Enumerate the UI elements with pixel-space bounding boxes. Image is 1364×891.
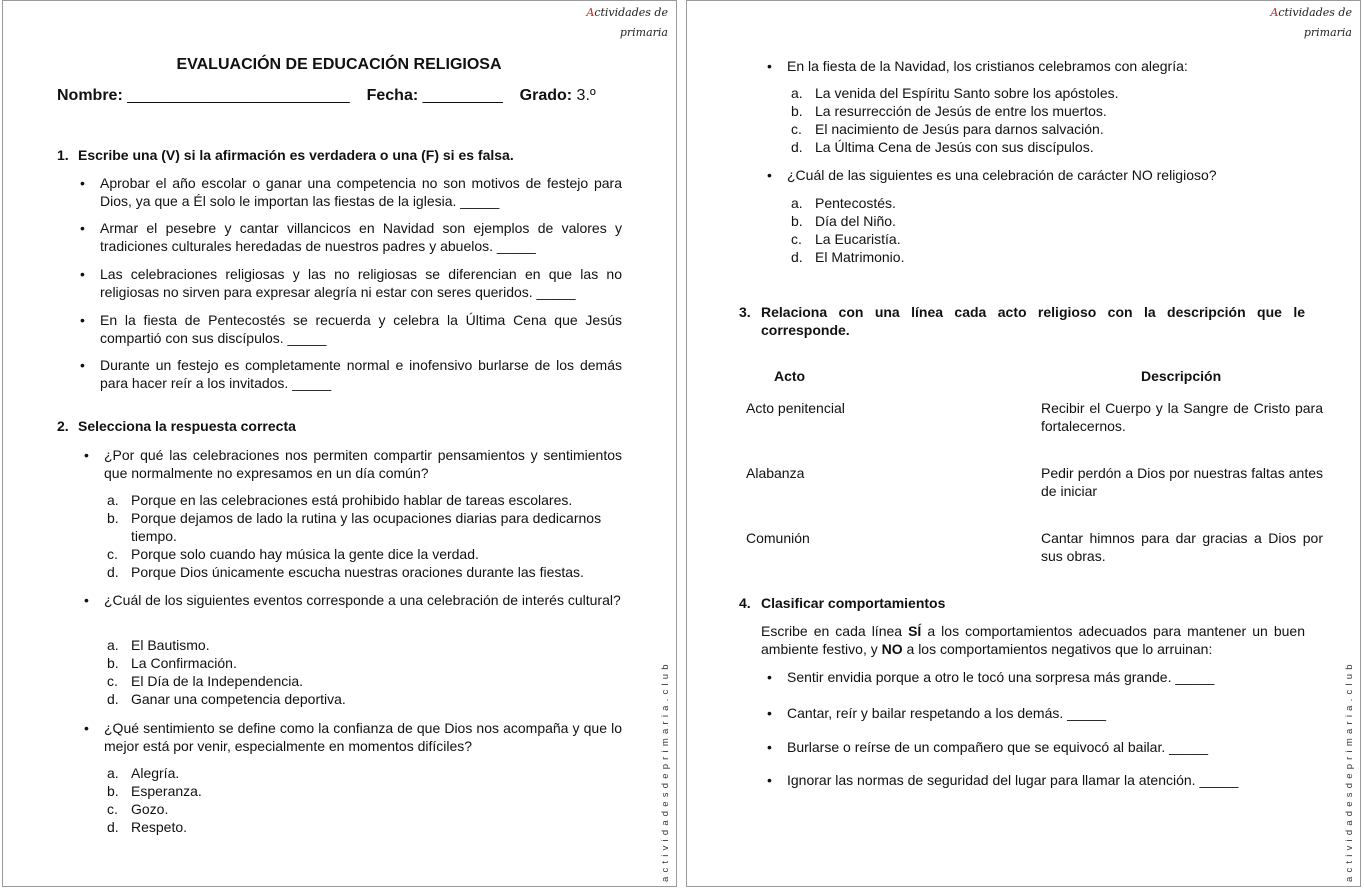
q2-options [107, 636, 625, 708]
q2-option[interactable] [107, 636, 625, 654]
q2-options [107, 491, 625, 581]
option-text: Alegría. [131, 765, 180, 781]
option-text: Porque Dios únicamente escucha nuestras oraciones durante las fiestas. [131, 564, 584, 580]
q4-item-text: Ignorar las normas de seguridad del lugar para llamar la atención. _____ [787, 772, 1239, 788]
q4-item: • Cantar, reír y bailar respetando a los demás. _____ [767, 705, 1107, 721]
q2-heading [57, 418, 627, 434]
page-title: EVALUACIÓN DE EDUCACIÓN RELIGIOSA [176, 56, 502, 73]
q1-item-text: Las celebraciones religiosas y las no religiosas se diferencian en que las no religiosas no sirven para expresar alegría ni estar con seres queridos. _____ [100, 266, 622, 300]
q2-question: • ¿Cuál de los siguientes eventos corresponde a una celebración de interés cultural? [84, 592, 621, 608]
option-letter: d. [791, 249, 803, 265]
q2-option[interactable] [107, 764, 625, 782]
brand-text-line2: primaria [619, 26, 668, 39]
q2-option[interactable] [791, 194, 1311, 212]
q2-option[interactable] [107, 545, 625, 563]
brand-text-line1: ctividades de [594, 6, 668, 19]
q2-option[interactable] [791, 230, 1311, 248]
q2-option[interactable] [107, 690, 625, 708]
date-label: Fecha: [366, 87, 419, 104]
q2-option[interactable] [107, 672, 625, 690]
q2-option[interactable] [107, 782, 625, 800]
q2-title: Selecciona la respuesta correcta [78, 418, 296, 434]
q2-options [107, 764, 625, 836]
q1-item: • En la fiesta de Pentecostés se recuerda y celebra la Última Cena que Jesús compartió con sus discípulos. _____ [80, 312, 622, 346]
option-letter: c. [107, 673, 118, 689]
q1-item: • Armar el pesebre y cantar villancicos en Navidad son ejemplos de valores y tradiciones culturales heredadas de nuestros padres y abuelos. _____ [80, 220, 622, 254]
q2-option[interactable] [791, 212, 1311, 230]
brand-logo [1270, 3, 1352, 43]
option-letter: a. [107, 637, 119, 653]
q1-heading [57, 147, 627, 163]
option-text: La venida del Espíritu Santo sobre los apóstoles. [815, 85, 1119, 101]
option-text: Porque solo cuando hay música la gente dice la verdad. [131, 546, 479, 562]
option-letter: d. [107, 819, 119, 835]
brand-first-letter: A [1270, 6, 1279, 19]
option-letter: c. [791, 231, 802, 247]
q2-option[interactable] [791, 248, 1311, 266]
q3-title: Relaciona con una línea cada acto religioso con la descripción que le corresponde. [761, 304, 1305, 338]
q4-intro-text: a los comportamientos adecuados para mantener un buen ambiente festivo, y [761, 623, 1305, 657]
q4-intro-text: a los comportamientos negativos que lo arruinan: [902, 640, 1213, 657]
option-letter: a. [107, 492, 119, 508]
option-text: La Eucaristía. [815, 231, 901, 247]
option-letter: a. [791, 85, 803, 101]
option-text: Porque en las celebraciones está prohibido hablar de tareas escolares. [131, 492, 573, 508]
q1-item: • Durante un festejo es completamente normal e inofensivo burlarse de los demás para hacer reír a los invitados. _____ [80, 357, 622, 391]
q4-item: • Sentir envidia porque a otro le tocó una sorpresa más grande. _____ [767, 669, 1215, 685]
option-letter: d. [107, 691, 119, 707]
side-url-watermark: actividadesdeprimaria.club [660, 660, 671, 882]
option-text: La Confirmación. [131, 655, 237, 671]
q2-option[interactable] [107, 654, 625, 672]
acto-item[interactable]: Alabanza [746, 465, 805, 481]
option-text: Pentecostés. [815, 195, 896, 211]
option-text: Gozo. [131, 801, 169, 817]
option-text: El nacimiento de Jesús para darnos salvación. [815, 121, 1104, 137]
worksheet-page-left [2, 0, 677, 887]
q4-item-text: Burlarse o reírse de un compañero que se equivocó al bailar. _____ [787, 739, 1209, 755]
option-letter: d. [791, 139, 803, 155]
q2-option[interactable] [107, 818, 625, 836]
q1-title: Escribe una (V) si la afirmación es verdadera o una (F) si es falsa. [78, 147, 514, 163]
q2-question: • ¿Qué sentimiento se define como la confianza de que Dios nos acompaña y que lo mejor está por venir, especialmente en momentos difíciles? [84, 720, 622, 754]
table-header-descripcion: Descripción [1141, 368, 1222, 384]
q2-options [791, 84, 1311, 156]
option-text: Porque dejamos de lado la rutina y las ocupaciones diarias para dedicarnos tiempo. [131, 510, 602, 544]
q4-title: Clasificar comportamientos [761, 595, 946, 611]
q1-item-text: Durante un festejo es completamente normal e inofensivo burlarse de los demás para hacer reír a los invitados. _____ [100, 357, 622, 391]
q4-item: • Burlarse o reírse de un compañero que se equivocó al bailar. _____ [767, 739, 1209, 755]
q2-option[interactable] [791, 138, 1311, 156]
option-letter: d. [107, 564, 119, 580]
brand-first-letter: A [586, 6, 595, 19]
q4-item-text: Sentir envidia porque a otro le tocó una sorpresa más grande. _____ [787, 669, 1215, 685]
option-letter: b. [107, 783, 119, 799]
option-letter: b. [791, 103, 803, 119]
q1-item-text: Aprobar el año escolar o ganar una competencia no son motivos de festejo para Dios, ya que a Él solo le importan las fiestas de la iglesia. _____ [100, 175, 622, 209]
option-text: La resurrección de Jesús de entre los muertos. [815, 103, 1107, 119]
grade-label: Grado: [519, 87, 573, 104]
option-text: Respeto. [131, 819, 188, 835]
q4-instructions [761, 623, 1305, 658]
option-letter: c. [791, 121, 802, 137]
q2-option[interactable] [107, 563, 625, 581]
q2-question: • ¿Por qué las celebraciones nos permiten compartir pensamientos y sentimientos que normalmente no expresamos en un día común? [84, 447, 622, 481]
q2-question-text: ¿Cuál de los siguientes eventos corresponde a una celebración de interés cultural? [104, 592, 621, 608]
q4-number: 4. [739, 595, 751, 611]
q1-item: • Aprobar el año escolar o ganar una competencia no son motivos de festejo para Dios, ya que a Él solo le importan las fiestas de la iglesia. _____ [80, 175, 622, 209]
q2-question-text: ¿Por qué las celebraciones nos permiten compartir pensamientos y sentimientos que normalmente no expresamos en un día común? [104, 447, 622, 481]
acto-item[interactable]: Acto penitencial [746, 400, 845, 416]
option-text: Esperanza. [131, 783, 202, 799]
name-label: Nombre: [57, 87, 123, 104]
option-letter: b. [107, 510, 119, 526]
q2-number: 2. [57, 418, 69, 434]
q2-option[interactable] [791, 102, 1311, 120]
table-header-acto: Acto [774, 368, 806, 384]
q4-item: • Ignorar las normas de seguridad del lugar para llamar la atención. _____ [767, 772, 1239, 788]
q2-option[interactable] [107, 800, 625, 818]
q4-intro-si: SÍ [908, 623, 922, 639]
descripcion-item[interactable]: Pedir perdón a Dios por nuestras faltas antes de iniciar [1041, 465, 1323, 499]
q2-question-text: En la fiesta de la Navidad, los cristianos celebramos con alegría: [787, 58, 1188, 74]
q3-number: 3. [739, 304, 751, 320]
side-url-watermark: actividadesdeprimaria.club [1344, 660, 1355, 882]
q1-item: • Las celebraciones religiosas y las no religiosas se diferencian en que las no religiosas no sirven para expresar alegría ni estar con seres queridos. _____ [80, 266, 622, 300]
q4-intro-no: NO [881, 640, 903, 657]
student-header [57, 87, 596, 105]
q2-question: • ¿Cuál de las siguientes es una celebración de carácter NO religioso? [767, 167, 1217, 183]
option-letter: a. [107, 765, 119, 781]
option-text: Ganar una competencia deportiva. [131, 691, 346, 707]
brand-logo [586, 3, 668, 43]
worksheet-page-right [686, 0, 1361, 887]
brand-text-line2: primaria [1303, 26, 1352, 39]
q4-item-text: Cantar, reír y bailar respetando a los demás. _____ [787, 705, 1107, 721]
q1-item-text: En la fiesta de Pentecostés se recuerda y celebra la Última Cena que Jesús compartió con sus discípulos. _____ [100, 312, 622, 346]
q2-option[interactable] [791, 84, 1311, 102]
q2-question: • En la fiesta de la Navidad, los cristianos celebramos con alegría: [767, 58, 1188, 74]
option-letter: b. [791, 213, 803, 229]
option-text: El Matrimonio. [815, 249, 905, 265]
grade-value: 3.º [576, 87, 596, 104]
brand-text-line1: ctividades de [1278, 6, 1352, 19]
date-blank[interactable]: _________ [422, 87, 503, 104]
option-text: La Última Cena de Jesús con sus discípulos. [815, 139, 1094, 155]
q2-options [791, 194, 1311, 266]
q1-number: 1. [57, 147, 69, 163]
option-letter: c. [107, 546, 118, 562]
option-letter: a. [791, 195, 803, 211]
option-letter: b. [107, 655, 119, 671]
descripcion-item[interactable]: Recibir el Cuerpo y la Sangre de Cristo para fortalecernos. [1041, 400, 1323, 434]
option-letter: c. [107, 801, 118, 817]
q2-question-text: ¿Qué sentimiento se define como la confianza de que Dios nos acompaña y que lo mejor está por venir, especialmente en momentos difíciles? [104, 720, 622, 754]
q2-option[interactable] [791, 120, 1311, 138]
q4-intro-text: Escribe en cada línea [761, 623, 909, 639]
q2-question-text: ¿Cuál de las siguientes es una celebración de carácter NO religioso? [787, 167, 1217, 183]
name-blank[interactable]: _________________________ [127, 87, 350, 104]
descripcion-item[interactable]: Cantar himnos para dar gracias a Dios por sus obras. [1041, 530, 1323, 564]
q4-heading [739, 595, 1305, 611]
q2-option[interactable] [107, 509, 625, 545]
option-text: El Bautismo. [131, 637, 210, 653]
q1-item-text: Armar el pesebre y cantar villancicos en Navidad son ejemplos de valores y tradiciones culturales heredadas de nuestros padres y abuelos. _____ [100, 220, 622, 254]
acto-item[interactable]: Comunión [746, 530, 810, 546]
option-text: El Día de la Independencia. [131, 673, 304, 689]
q3-heading [739, 303, 1305, 339]
q2-option[interactable] [107, 491, 625, 509]
option-text: Día del Niño. [815, 213, 896, 229]
